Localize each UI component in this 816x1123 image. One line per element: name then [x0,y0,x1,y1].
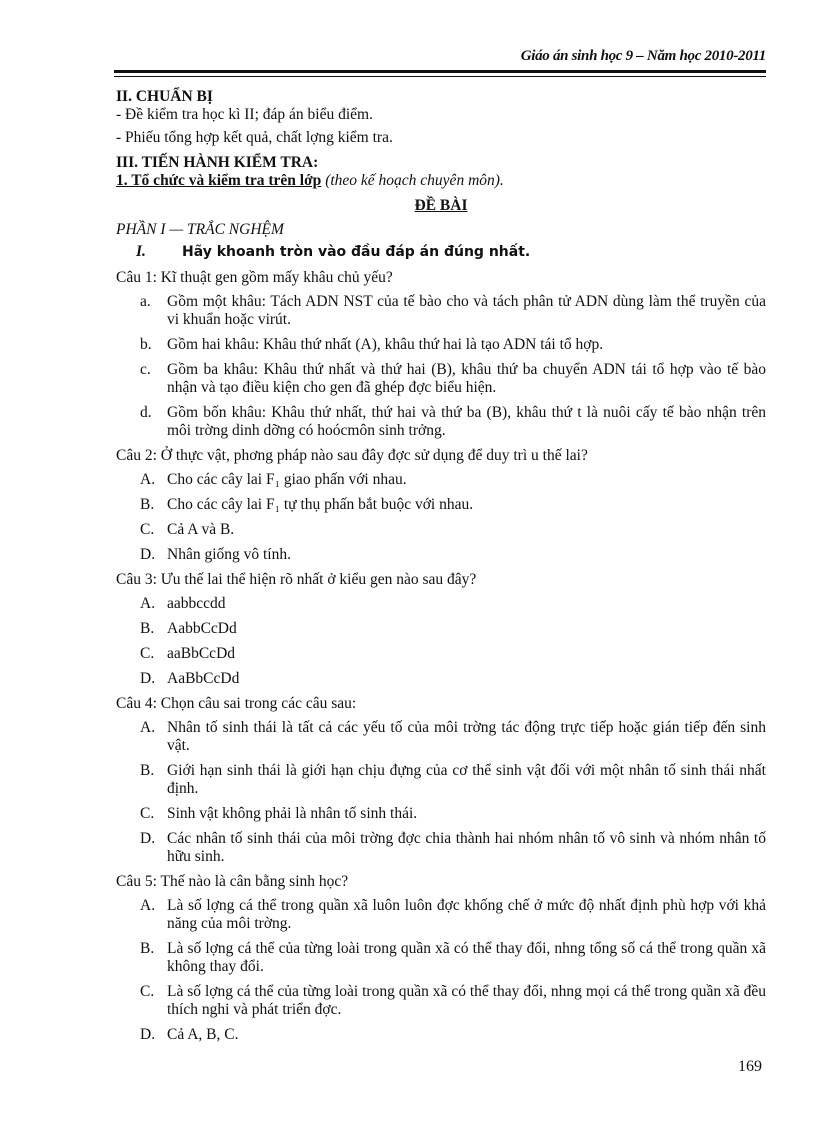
option-label: D. [140,546,156,563]
option-text: Cả A, B, C. [167,1026,239,1043]
option-text: Gồm bốn khâu: Khâu thứ nhất, thứ hai và thứ ba (B), khâu thứ t là nuôi cấy tế bào nhận trên môi trờng dinh dỡng có hoócmôn sinh trởng. [167,404,766,439]
subheading-note: (theo kế hoạch chuyên môn). [325,172,504,189]
option-text: Là số lợng cá thể của từng loài trong quần xã có thể thay đổi, nhng tổng số cá thể trong quần xã không thay đổi. [167,940,766,975]
option-label: B. [140,496,155,513]
header-rule-thick [114,70,766,73]
option-label: a. [140,293,151,310]
instruction-text: Hãy khoanh tròn vào đầu đáp án đúng nhất. [182,244,531,260]
option-text: AabbCcDd [167,620,237,637]
answer-option [140,762,766,798]
header-rule-thin [114,76,766,77]
answer-option [140,471,766,489]
question-list [116,269,766,1044]
option-label: B. [140,620,155,637]
option-label: b. [140,336,152,353]
instruction-number: I. [136,243,146,260]
option-text: aaBbCcDd [167,645,236,662]
subheading-text: 1. Tổ chức và kiểm tra trên lớp [116,172,322,189]
page-content [116,88,766,1051]
procedure-subheading [116,172,766,190]
option-text: AaBbCcDd [167,670,240,687]
option-text: Nhân giống vô tính. [167,546,291,563]
option-text: Cả A và B. [167,521,235,538]
option-text: Giới hạn sinh thái là giới hạn chịu đựng của cơ thể sinh vật đối với một nhân tố sinh thái nhất định. [167,762,766,797]
question-stem: Câu 4: Chọn câu sai trong các câu sau: [116,695,357,712]
answer-option [140,336,766,354]
part-heading: PHẦN I — TRẮC NGHỆM [116,221,284,238]
question-stem: Câu 2: Ở thực vật, phơng pháp nào sau đây đợc sử dụng để duy trì u thế lai? [116,447,588,464]
option-label: A. [140,897,156,914]
option-label: B. [140,762,155,779]
answer-option [140,620,766,638]
exam-title: ĐỀ BÀI [414,197,468,214]
answer-option [140,595,766,613]
option-label: C. [140,645,155,662]
answer-option [140,719,766,755]
option-label: B. [140,940,155,957]
option-text: Là số lợng cá thể trong quần xã luôn luôn đợc khống chế ở mức độ nhất định phù hợp với khả năng của môi trờng. [167,897,766,932]
answer-option [140,546,766,564]
option-label: D. [140,1026,156,1043]
answer-option [140,645,766,663]
option-label: A. [140,595,156,612]
answer-option [140,940,766,976]
option-label: d. [140,404,152,421]
answer-option [140,521,766,539]
answer-option [140,670,766,688]
option-text: Cho các cây lai F₁ tự thụ phấn bắt buộc với nhau. [167,496,474,513]
running-header: Giáo án sinh học 9 – Năm học 2010-2011 [520,48,766,64]
option-text: Gồm hai khâu: Khâu thứ nhất (A), khâu thứ hai là tạo ADN tái tổ hợp. [167,336,604,353]
answer-option [140,293,766,329]
answer-option [140,897,766,933]
option-label: A. [140,719,156,736]
option-label: c. [140,361,151,378]
page-number: 169 [738,1058,762,1075]
option-text: Sinh vật không phải là nhân tố sinh thái. [167,805,418,822]
answer-option [140,805,766,823]
option-text: Nhân tố sinh thái là tất cả các yếu tố của môi trờng tác động trực tiếp hoặc gián tiếp đến sinh vật. [167,719,766,754]
option-label: C. [140,983,155,1000]
option-label: D. [140,830,156,847]
instruction [136,243,766,261]
answer-option [140,1026,766,1044]
section-heading-preparation: II. CHUẨN BỊ [116,88,213,105]
answer-option [140,496,766,514]
option-label: C. [140,805,155,822]
section-heading-procedure: III. TIẾN HÀNH KIỂM TRA: [116,154,319,171]
question-stem: Câu 1: Kĩ thuật gen gồm mấy khâu chủ yếu? [116,269,393,286]
option-text: Gồm ba khâu: Khâu thứ nhất và thứ hai (B), khâu thứ ba chuyển ADN tái tổ hợp vào tế bào nhận và tạo điều kiện cho gen đã ghép đợc biểu hiện. [167,361,766,396]
answer-option [140,983,766,1019]
option-text: Các nhân tố sinh thái của môi trờng đợc chia thành hai nhóm nhân tố vô sinh và nhóm nhân tố hữu sinh. [167,830,766,865]
option-label: A. [140,471,156,488]
prep-item: - Phiếu tổng hợp kết quả, chất lợng kiểm tra. [116,129,393,146]
option-label: C. [140,521,155,538]
answer-option [140,830,766,866]
prep-item: - Đề kiểm tra học kì II; đáp án biểu điểm. [116,106,373,123]
question-stem: Câu 5: Thế nào là cân bằng sinh học? [116,873,349,890]
option-text: Là số lợng cá thể của từng loài trong quần xã có thể thay đổi, nhng mọi cá thể trong quần xã đều thích nghi và phát triển đợc. [167,983,766,1018]
question-stem: Câu 3: Ưu thế lai thể hiện rõ nhất ở kiểu gen nào sau đây? [116,571,477,588]
option-text: Gồm một khâu: Tách ADN NST của tế bào cho và tách phân tử ADN dùng làm thể truyền của vi khuẩn hoặc virút. [167,293,766,328]
option-text: aabbccdd [167,595,226,612]
answer-option [140,404,766,440]
answer-option [140,361,766,397]
option-label: D. [140,670,156,687]
option-text: Cho các cây lai F₁ giao phấn với nhau. [167,471,407,488]
